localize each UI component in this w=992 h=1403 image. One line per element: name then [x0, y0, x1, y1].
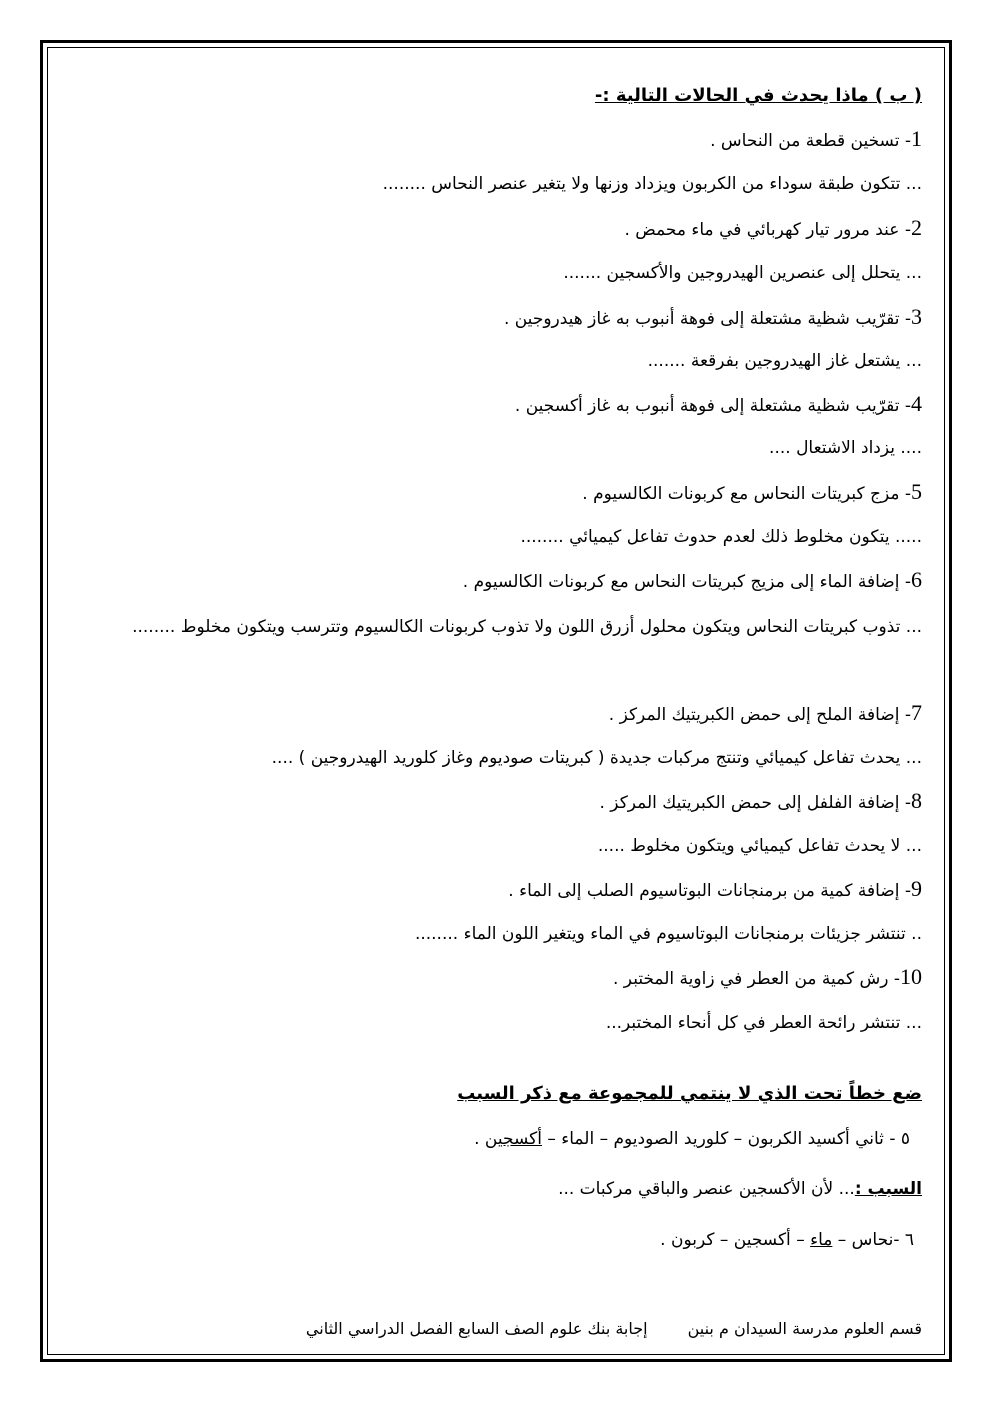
answer-2: ... يتحلل إلى عنصرين الهيدروجين والأكسجين ....... [563, 263, 922, 283]
section-b-heading [595, 83, 922, 109]
question-number: 8 [911, 788, 922, 813]
question-text: - إضافة الملح إلى حمض الكبريتيك المركز . [608, 705, 911, 725]
section-b-prefix: ( ب ) [868, 85, 922, 106]
odd-one-out-heading: ضع خطاً تحت الذي لا ينتمي للمجموعة مع ذكر السبب [457, 1083, 922, 1104]
question-text: - تقرّيب شظية مشتعلة إلى فوهة أنبوب به غاز هيدروجين . [503, 309, 911, 329]
question-8 [600, 788, 923, 816]
question-number: 1 [911, 126, 922, 151]
item-number: ٦ [904, 1230, 914, 1250]
question-7 [609, 700, 922, 728]
answer-1: ... تتكون طبقة سوداء من الكربون ويزداد وزنها ولا يتغير عنصر النحاس ........ [382, 174, 922, 194]
question-text: - إضافة كمية من برمنجانات البوتاسيوم الصلب إلى الماء . [508, 881, 911, 901]
question-text: - إضافة الماء إلى مزيج كبريتات النحاس مع كربونات الكالسيوم . [462, 572, 911, 592]
underlined-answer: أكسجين [484, 1129, 542, 1149]
odd-reason [558, 1176, 922, 1202]
question-number: 10 [900, 964, 922, 989]
item-end: . [474, 1129, 485, 1149]
answer-4: .... يزداد الاشتعال .... [769, 438, 922, 458]
question-3 [504, 304, 922, 332]
question-number: 3 [911, 304, 922, 329]
footer-title: إجابة بنك علوم الصف السابع الفصل الدراسي الثاني [305, 1319, 648, 1338]
reason-text: ... لأن الأكسجين عنصر والباقي مركبات ... [558, 1179, 855, 1199]
answer-9: .. تنتشر جزيئات برمنجانات البوتاسيوم في الماء ويتغير اللون الماء ........ [414, 924, 922, 944]
footer [306, 1316, 922, 1342]
question-text: - تسخين قطعة من النحاس . [710, 131, 911, 151]
reason-label: السبب : [854, 1179, 922, 1199]
odd-item-5 [474, 1126, 910, 1152]
underlined-answer: ماء [810, 1230, 833, 1250]
item-text: -نحاس – [832, 1230, 905, 1250]
question-10 [613, 964, 922, 992]
item-text: - ثاني أكسيد الكربون – كلوريد الصوديوم – الماء – [541, 1129, 901, 1149]
item-text: – أكسجين – كربون . [660, 1230, 811, 1250]
footer-school: قسم العلوم مدرسة السيدان م بنين [687, 1319, 922, 1338]
question-number: 4 [911, 391, 922, 416]
question-number: 7 [911, 700, 922, 725]
question-5 [582, 479, 922, 507]
answer-8: ... لا يحدث تفاعل كيميائي ويتكون مخلوط ..... [597, 836, 922, 856]
question-number: 9 [911, 876, 922, 901]
question-1 [710, 126, 922, 154]
question-text: - رش كمية من العطر في زاوية المختبر . [613, 969, 900, 989]
answer-7: ... يحدث تفاعل كيميائي وتنتج مركبات جديدة ( كبريتات صوديوم وغاز كلوريد الهيدروجين ) .... [271, 748, 922, 768]
answer-6: ... تذوب كبريتات النحاس ويتكون محلول أزرق اللون ولا تذوب كربونات الكالسيوم وتترسب ويتكون مخلوط ........ [132, 617, 922, 637]
question-text: - إضافة الفلفل إلى حمض الكبريتيك المركز . [599, 793, 911, 813]
question-4 [515, 391, 922, 419]
question-number: 2 [911, 215, 922, 240]
question-number: 5 [911, 479, 922, 504]
answer-3: ... يشتعل غاز الهيدروجين بفرقعة ....... [647, 351, 922, 371]
question-2 [624, 215, 922, 243]
question-text: - عند مرور تيار كهربائي في ماء محمض . [624, 220, 911, 240]
item-number: ٥ [900, 1129, 910, 1149]
document-page [70, 70, 922, 1350]
section-b-title: ماذا يحدث في الحالات التالية :- [594, 85, 869, 106]
question-text: - مزج كبريتات النحاس مع كربونات الكالسيوم . [582, 484, 911, 504]
answer-5: ..... يتكون مخلوط ذلك لعدم حدوث تفاعل كيميائي ........ [520, 527, 922, 547]
odd-item-6 [660, 1227, 914, 1253]
question-text: - تقرّيب شظية مشتعلة إلى فوهة أنبوب به غاز أكسجين . [514, 396, 911, 416]
question-9 [508, 876, 922, 904]
question-6 [463, 567, 922, 595]
question-number: 6 [911, 567, 922, 592]
answer-10: ... تنتشر رائحة العطر في كل أنحاء المختبر... [605, 1013, 922, 1033]
